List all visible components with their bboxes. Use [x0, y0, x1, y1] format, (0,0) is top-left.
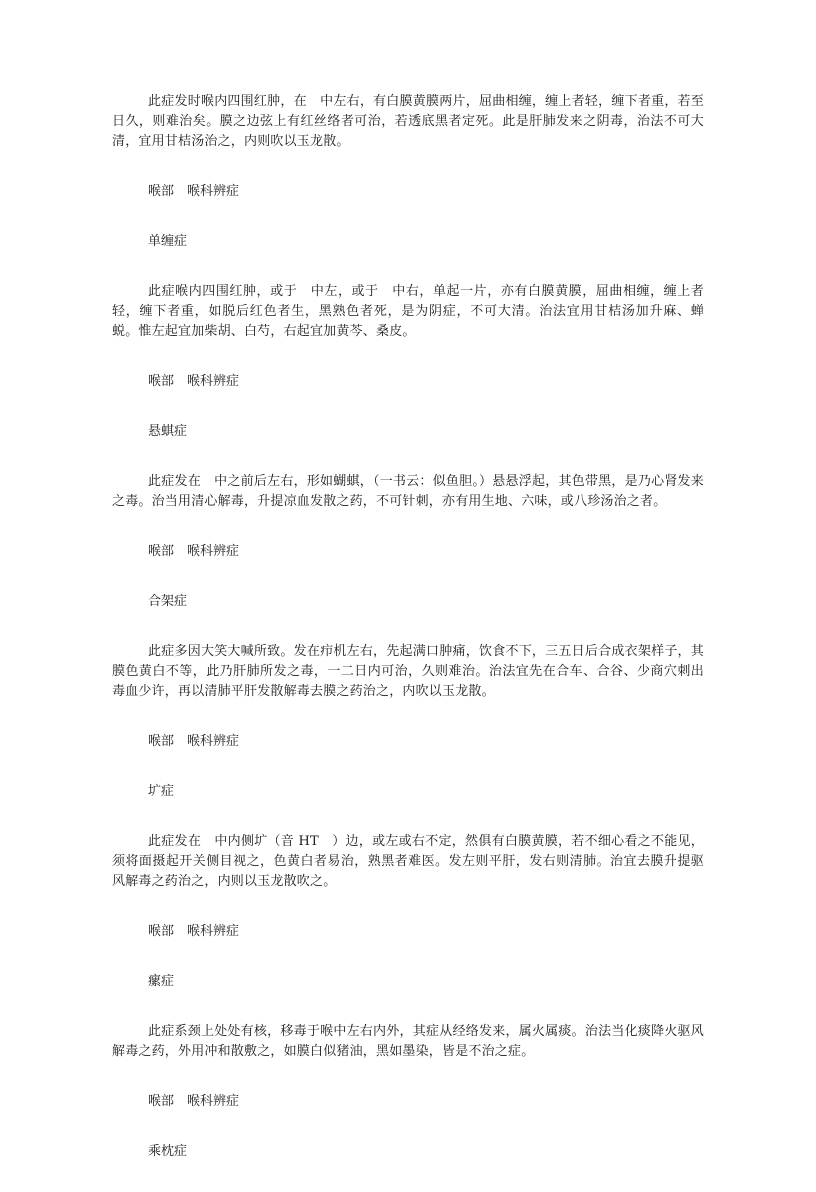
paragraph-intro: 此症发时喉内四围红肿，在 中左右，有白膜黄膜两片，屈曲相缠，缠上者轻，缠下者重，若至日久，则难治矣。膜之边弦上有红丝络者可治，若透底黑者定死。此是肝肺发来之阴毒，治法不可大清，宜用甘桔汤治之，内则吹以玉龙散。: [112, 94, 704, 149]
paragraph-luo: 此症系颈上处处有核，移毒于喉中左右内外，其症从经络发来，属火属痰。治法当化痰降火驱风解毒之药，外用冲和散敷之，如膜白似猪油，黑如墨染，皆是不治之症。: [112, 1024, 704, 1059]
paragraph-kuang: 此症发在 中内侧圹（音 HT ）边，或左或右不定，然俱有白膜黄膜，若不细心看之不能见，须将面摄起开关侧目视之，色黄白者易治，熟黑者难医。发左则平肝，发右则清肺。治宜去膜升提驱风解毒之药治之，内则以玉龙散吹之。: [112, 834, 704, 889]
paragraph-hejia: 此症多因大笑大喊所致。发在疖机左右，先起满口肿痛，饮食不下，三五日后合成衣架样子，其膜色黄白不等，此乃肝肺所发之毒，一二日内可治，久则难治。治法宜先在合车、合谷、少商穴刺出毒血少许，再以清肺平肝发散解毒去膜之药治之，内吹以玉龙散。: [112, 644, 704, 699]
section-label: 喉部 喉科辨症: [148, 1094, 240, 1109]
section-title-chengzhen: 乘枕症: [148, 1144, 188, 1159]
section-label: 喉部 喉科辨症: [148, 734, 240, 749]
section-label: 喉部 喉科辨症: [148, 924, 240, 939]
section-label: 喉部 喉科辨症: [148, 374, 240, 389]
document-body: [112, 92, 704, 1192]
section-title-xuanqi: 悬蜞症: [148, 424, 188, 439]
paragraph-xuanqi: 此症发在 中之前后左右，形如蝴蜞，（一书云：似鱼胆。）悬悬浮起，其色带黑，是乃心肾发来之毒。治当用清心解毒，升提凉血发散之药，不可针刺，亦有用生地、六味，或八珍汤治之者。: [112, 474, 704, 509]
section-label: 喉部 喉科辨症: [148, 184, 240, 199]
section-title-kuang: 圹症: [148, 784, 175, 799]
section-label: 喉部 喉科辨症: [148, 544, 240, 559]
section-title-danchan: 单缠症: [148, 234, 188, 249]
paragraph-danchan: 此症喉内四围红肿，或于 中左，或于 中右，单起一片，亦有白膜黄膜，屈曲相缠，缠上者轻，缠下者重，如脱后红色者生，黑熟色者死，是为阴症，不可大清。治法宜用甘桔汤加升麻、蝉蜕。惟左起宜加柴胡、白芍，右起宜加黄芩、桑皮。: [112, 284, 704, 339]
section-title-luo: 瘰症: [148, 974, 175, 989]
section-title-hejia: 合架症: [148, 594, 188, 609]
